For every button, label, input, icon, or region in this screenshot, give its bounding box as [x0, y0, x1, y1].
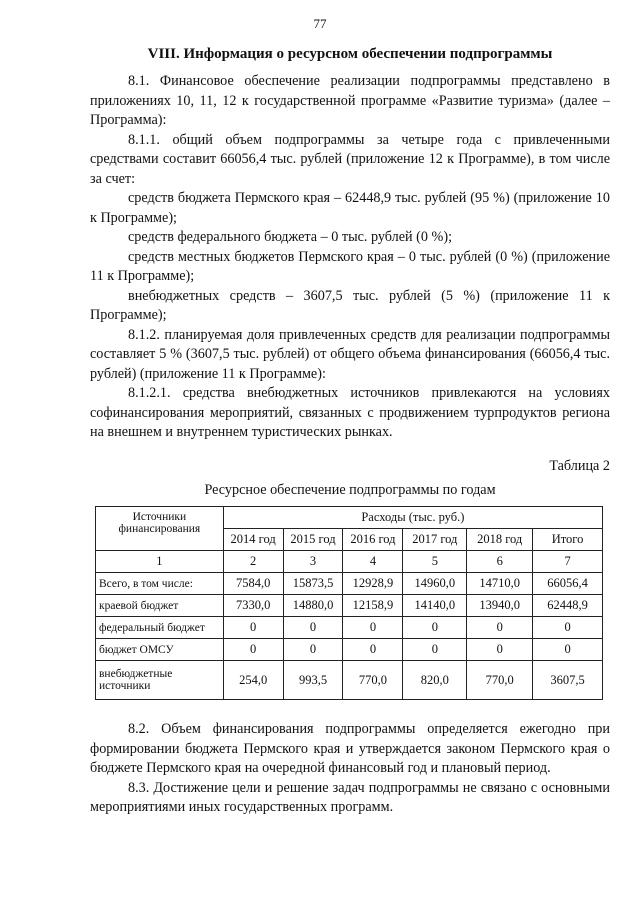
paragraph-local-budgets: средств местных бюджетов Пермского края – 0 тыс. рублей (0 %) (приложение 11 к Программе); — [90, 248, 610, 284]
table-row — [96, 661, 603, 700]
table-cell: 15873,5 — [283, 573, 343, 595]
paragraph-8-2: 8.2. Объем финансирования подпрограммы определяется ежегодно при формировании бюджета Пермского края и утверждается законом Пермского края о бюджете Пермского края на очередной финансовый год и плановый период. — [90, 721, 610, 776]
table-cell: 254,0 — [223, 661, 283, 700]
table-cell: 0 — [467, 617, 533, 639]
table-cell: 770,0 — [343, 661, 403, 700]
table-cell: 14960,0 — [403, 573, 467, 595]
table-cell: 993,5 — [283, 661, 343, 700]
column-number: 7 — [533, 551, 603, 573]
column-number: 6 — [467, 551, 533, 573]
paragraph-regional-budget: средств бюджета Пермского края – 62448,9 тыс. рублей (95 %) (приложение 10 к Программе); — [90, 190, 610, 226]
table-cell: 820,0 — [403, 661, 467, 700]
table-cell: 3607,5 — [533, 661, 603, 700]
table-row — [96, 639, 603, 661]
table-cell: 0 — [283, 639, 343, 661]
paragraph-8-1-2-1: 8.1.2.1. средства внебюджетных источников привлекаются на условиях софинансирования мероприятий, связанных с продвижением турпродуктов региона на внешнем и внутреннем туристических рынках. — [90, 385, 610, 440]
table-row — [96, 595, 603, 617]
row-source: бюджет ОМСУ — [96, 639, 224, 661]
column-number: 5 — [403, 551, 467, 573]
table-cell: 0 — [223, 617, 283, 639]
page-number: 77 — [313, 16, 327, 31]
table-cell: 0 — [343, 617, 403, 639]
row-source: внебюджетные источники — [96, 661, 224, 700]
row-source: краевой бюджет — [96, 595, 224, 617]
table-cell: 0 — [533, 639, 603, 661]
header-year: 2014 год — [223, 529, 283, 551]
table-cell: 66056,4 — [533, 573, 603, 595]
header-year: 2016 год — [343, 529, 403, 551]
table-cell: 0 — [403, 639, 467, 661]
header-year: 2018 год — [467, 529, 533, 551]
table-cell: 14140,0 — [403, 595, 467, 617]
section-heading: VIII. Информация о ресурсном обеспечении подпрограммы — [147, 46, 553, 62]
header-total: Итого — [533, 529, 603, 551]
table-row — [96, 573, 603, 595]
paragraph-federal-budget: средств федерального бюджета – 0 тыс. рублей (0 %); — [128, 229, 453, 245]
table-cell: 0 — [467, 639, 533, 661]
table-cell: 14710,0 — [467, 573, 533, 595]
column-number: 1 — [96, 551, 224, 573]
table-cell: 0 — [533, 617, 603, 639]
table-label: Таблица 2 — [549, 458, 610, 474]
header-sources: Источники финансирования — [96, 507, 224, 551]
table-column-numbers-row — [96, 551, 603, 573]
closing-section — [90, 720, 610, 818]
table-title: Ресурсное обеспечение подпрограммы по годам — [204, 482, 496, 498]
table-cell: 14880,0 — [283, 595, 343, 617]
paragraph-8-1-1: 8.1.1. общий объем подпрограммы за четыре года с привлеченными средствами составит 66056,4 тыс. рублей (приложение 12 к Программе), в том числе за счет: — [90, 131, 610, 187]
table-cell: 770,0 — [467, 661, 533, 700]
table-cell: 0 — [283, 617, 343, 639]
table-cell: 0 — [343, 639, 403, 661]
paragraph-8-3: 8.3. Достижение цели и решение задач подпрограммы не связано с основными мероприятиями иных государственных программ. — [90, 779, 610, 815]
table-cell: 12928,9 — [343, 573, 403, 595]
row-source: Всего, в том числе: — [96, 573, 224, 595]
header-year: 2017 год — [403, 529, 467, 551]
table-cell: 0 — [403, 617, 467, 639]
table-header-row — [96, 507, 603, 529]
column-number: 2 — [223, 551, 283, 573]
table-cell: 12158,9 — [343, 595, 403, 617]
row-source: федеральный бюджет — [96, 617, 224, 639]
paragraph-8-1-2: 8.1.2. планируемая доля привлеченных средств для реализации подпрограммы составляет 5 % (3607,5 тыс. рублей) от общего объема финансирования (66056,4 тыс. рублей) (приложение 11 к Программе): — [90, 326, 610, 382]
table-cell: 13940,0 — [467, 595, 533, 617]
table-cell: 0 — [223, 639, 283, 661]
table-row — [96, 617, 603, 639]
header-year: 2015 год — [283, 529, 343, 551]
table-cell: 7584,0 — [223, 573, 283, 595]
column-number: 4 — [343, 551, 403, 573]
section-body — [90, 72, 610, 443]
table-cell: 7330,0 — [223, 595, 283, 617]
table-cell: 62448,9 — [533, 595, 603, 617]
paragraph-8-1: 8.1. Финансовое обеспечение реализации подпрограммы представлено в приложениях 10, 11, 12 к государственной программе «Развитие туризма» (далее – Программа): — [90, 73, 610, 128]
header-expenses: Расходы (тыс. руб.) — [223, 507, 602, 529]
paragraph-extrabudgetary: внебюджетных средств – 3607,5 тыс. рублей (5 %) (приложение 11 к Программе); — [90, 287, 610, 323]
column-number: 3 — [283, 551, 343, 573]
resource-table — [95, 506, 603, 700]
